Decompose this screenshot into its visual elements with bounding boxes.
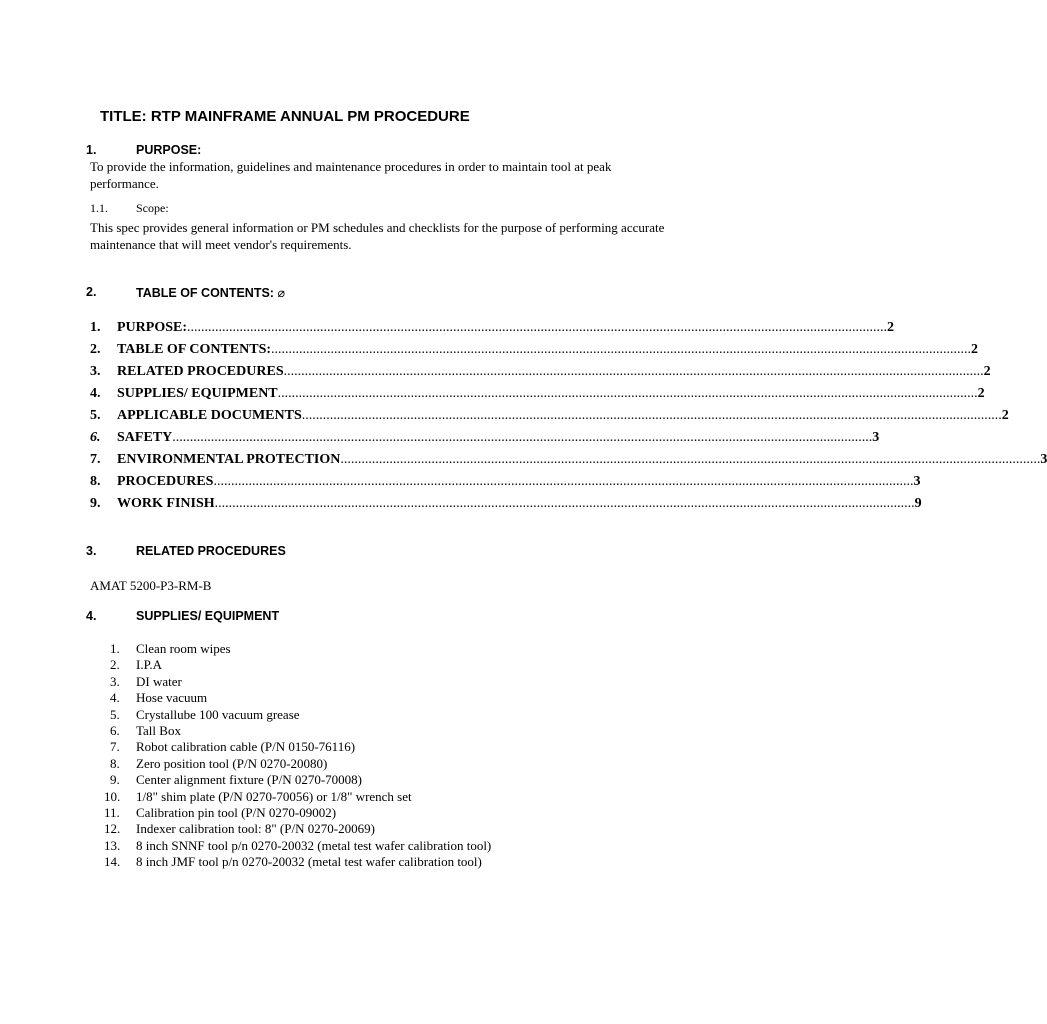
section-2-heading-text: TABLE OF CONTENTS:	[136, 286, 274, 300]
toc-row[interactable]	[90, 364, 991, 386]
list-item-text: I.P.A	[136, 657, 163, 673]
purpose-text: To provide the information, guidelines and maintenance procedures in order to maintain tool at peak performance.	[90, 159, 612, 191]
toc-dot-leader: ........................................................................................................................................................................................................	[301, 408, 1002, 423]
list-item-text: Hose vacuum	[136, 690, 208, 706]
toc-row[interactable]	[90, 496, 922, 518]
list-item-number: 10.	[104, 788, 121, 804]
toc-dot-leader: ........................................................................................................................................................................................................	[214, 496, 915, 511]
toc-dot-leader: ........................................................................................................................................................................................................	[340, 452, 1041, 467]
list-item	[110, 707, 491, 723]
toc-page-number: 3	[1040, 452, 1047, 467]
section-4-heading: SUPPLIES/ EQUIPMENT	[136, 609, 280, 623]
toc-number: 7.	[90, 452, 101, 467]
toc-dot-leader: ........................................................................................................................................................................................................	[283, 364, 984, 379]
toc-page-number: 2	[983, 364, 991, 379]
list-item-text: 8 inch SNNF tool p/n 0270-20032 (metal test wafer calibration tool)	[136, 837, 492, 853]
list-item-text: Center alignment fixture (P/N 0270-70008)	[136, 772, 363, 788]
list-item-number: 11.	[104, 805, 120, 821]
list-item-text: Robot calibration cable (P/N 0150-76116)	[136, 739, 356, 755]
list-item	[110, 772, 491, 788]
list-item-text: Clean room wipes	[136, 641, 231, 656]
toc-number: 6.	[90, 430, 101, 445]
list-item	[104, 821, 491, 837]
toc-label: TABLE OF CONTENTS:	[117, 342, 272, 357]
toc-row[interactable]	[90, 320, 894, 342]
list-item-number: 14.	[104, 854, 121, 870]
scope-number: 1.1.	[90, 201, 108, 215]
toc-page-number: 2	[977, 386, 985, 401]
toc-row[interactable]	[90, 386, 985, 408]
section-1-number: 1.	[86, 143, 97, 157]
related-procedure-text: AMAT 5200-P3-RM-B	[90, 578, 212, 593]
placeholder-glyph-icon: ⌀	[277, 286, 285, 300]
toc-page-number: 2	[887, 320, 894, 335]
list-item-number: 6.	[110, 723, 120, 739]
list-item-number: 12.	[104, 821, 121, 837]
toc-number: 2.	[90, 342, 101, 357]
list-item	[104, 805, 491, 821]
toc-row[interactable]	[90, 430, 880, 452]
toc-page-number: 2	[1001, 408, 1009, 423]
toc-page-number: 9	[914, 496, 922, 511]
list-item	[110, 657, 491, 673]
list-item	[110, 723, 491, 739]
section-3-heading: RELATED PROCEDURES	[136, 544, 286, 558]
section-3-number: 3.	[86, 544, 97, 558]
list-item-text: Zero position tool (P/N 0270-20080)	[136, 755, 328, 771]
section-1-heading: PURPOSE:	[136, 143, 202, 157]
toc-number: 5.	[90, 408, 101, 423]
toc-number: 4.	[90, 386, 101, 401]
toc-dot-leader: ........................................................................................................................................................................................................	[271, 342, 972, 357]
list-item	[110, 739, 491, 755]
section-2-heading	[136, 285, 285, 300]
list-item	[104, 788, 491, 805]
list-item-text: Tall Box	[136, 723, 181, 739]
toc-dot-leader: ........................................................................................................................................................................................................	[213, 474, 914, 489]
list-item-number: 2.	[110, 657, 120, 673]
toc-row[interactable]	[90, 408, 1009, 430]
table-of-contents	[90, 320, 1047, 518]
toc-label: SAFETY	[117, 430, 173, 445]
list-item-text: 8 inch JMF tool p/n 0270-20032 (metal test wafer calibration tool)	[136, 854, 482, 870]
toc-dot-leader: ........................................................................................................................................................................................................	[187, 320, 887, 335]
list-item-text: Crystallube 100 vacuum grease	[136, 706, 300, 722]
scope-heading: Scope:	[136, 201, 169, 215]
toc-number: 1.	[90, 320, 101, 335]
list-item-number: 4.	[110, 690, 120, 706]
toc-row[interactable]	[90, 342, 979, 364]
toc-label: PURPOSE:	[117, 320, 187, 335]
list-item-number: 7.	[110, 739, 120, 755]
toc-label: APPLICABLE DOCUMENTS	[117, 408, 302, 423]
toc-label: RELATED PROCEDURES	[117, 364, 284, 379]
toc-label: SUPPLIES/ EQUIPMENT	[117, 386, 278, 401]
toc-number: 3.	[90, 364, 101, 379]
toc-number: 9.	[90, 496, 101, 511]
list-item	[110, 674, 491, 690]
list-item	[104, 854, 491, 870]
list-item-number: 9.	[110, 772, 120, 788]
toc-label: WORK FINISH	[117, 496, 215, 511]
toc-label: PROCEDURES	[117, 474, 214, 489]
list-item	[110, 756, 491, 772]
section-4-number: 4.	[86, 609, 97, 623]
list-item-text: Calibration pin tool (P/N 0270-09002)	[136, 805, 337, 821]
toc-number: 8.	[90, 474, 101, 489]
list-item	[104, 837, 492, 854]
toc-page-number: 3	[872, 430, 880, 445]
toc-page-number: 2	[971, 342, 979, 357]
list-item-number: 1.	[110, 641, 120, 656]
list-item	[110, 641, 491, 657]
document-title: TITLE: RTP MAINFRAME ANNUAL PM PROCEDURE	[100, 108, 470, 125]
toc-dot-leader: ........................................................................................................................................................................................................	[277, 386, 978, 401]
scope-text: This spec provides general information or PM schedules and checklists for the purpose of performing accurate maintenance that will meet vendor's requirements.	[90, 220, 665, 252]
supplies-list	[104, 641, 492, 871]
list-item-number: 5.	[110, 706, 120, 722]
list-item	[110, 690, 491, 706]
list-item-text: DI water	[136, 673, 182, 689]
toc-label: ENVIRONMENTAL PROTECTION	[117, 452, 341, 467]
toc-page-number: 3	[913, 474, 921, 489]
list-item-text: Indexer calibration tool: 8" (P/N 0270-20069)	[136, 821, 375, 837]
list-item-number: 8.	[110, 755, 120, 771]
toc-row[interactable]	[90, 474, 921, 496]
list-item-number: 13.	[104, 837, 121, 853]
toc-row[interactable]	[90, 452, 1047, 474]
toc-dot-leader: ........................................................................................................................................................................................................	[172, 430, 873, 445]
section-2-number: 2.	[86, 285, 97, 299]
list-item-number: 3.	[110, 673, 120, 689]
list-item-text: 1/8" shim plate (P/N 0270-70056) or 1/8" wrench set	[136, 788, 412, 804]
